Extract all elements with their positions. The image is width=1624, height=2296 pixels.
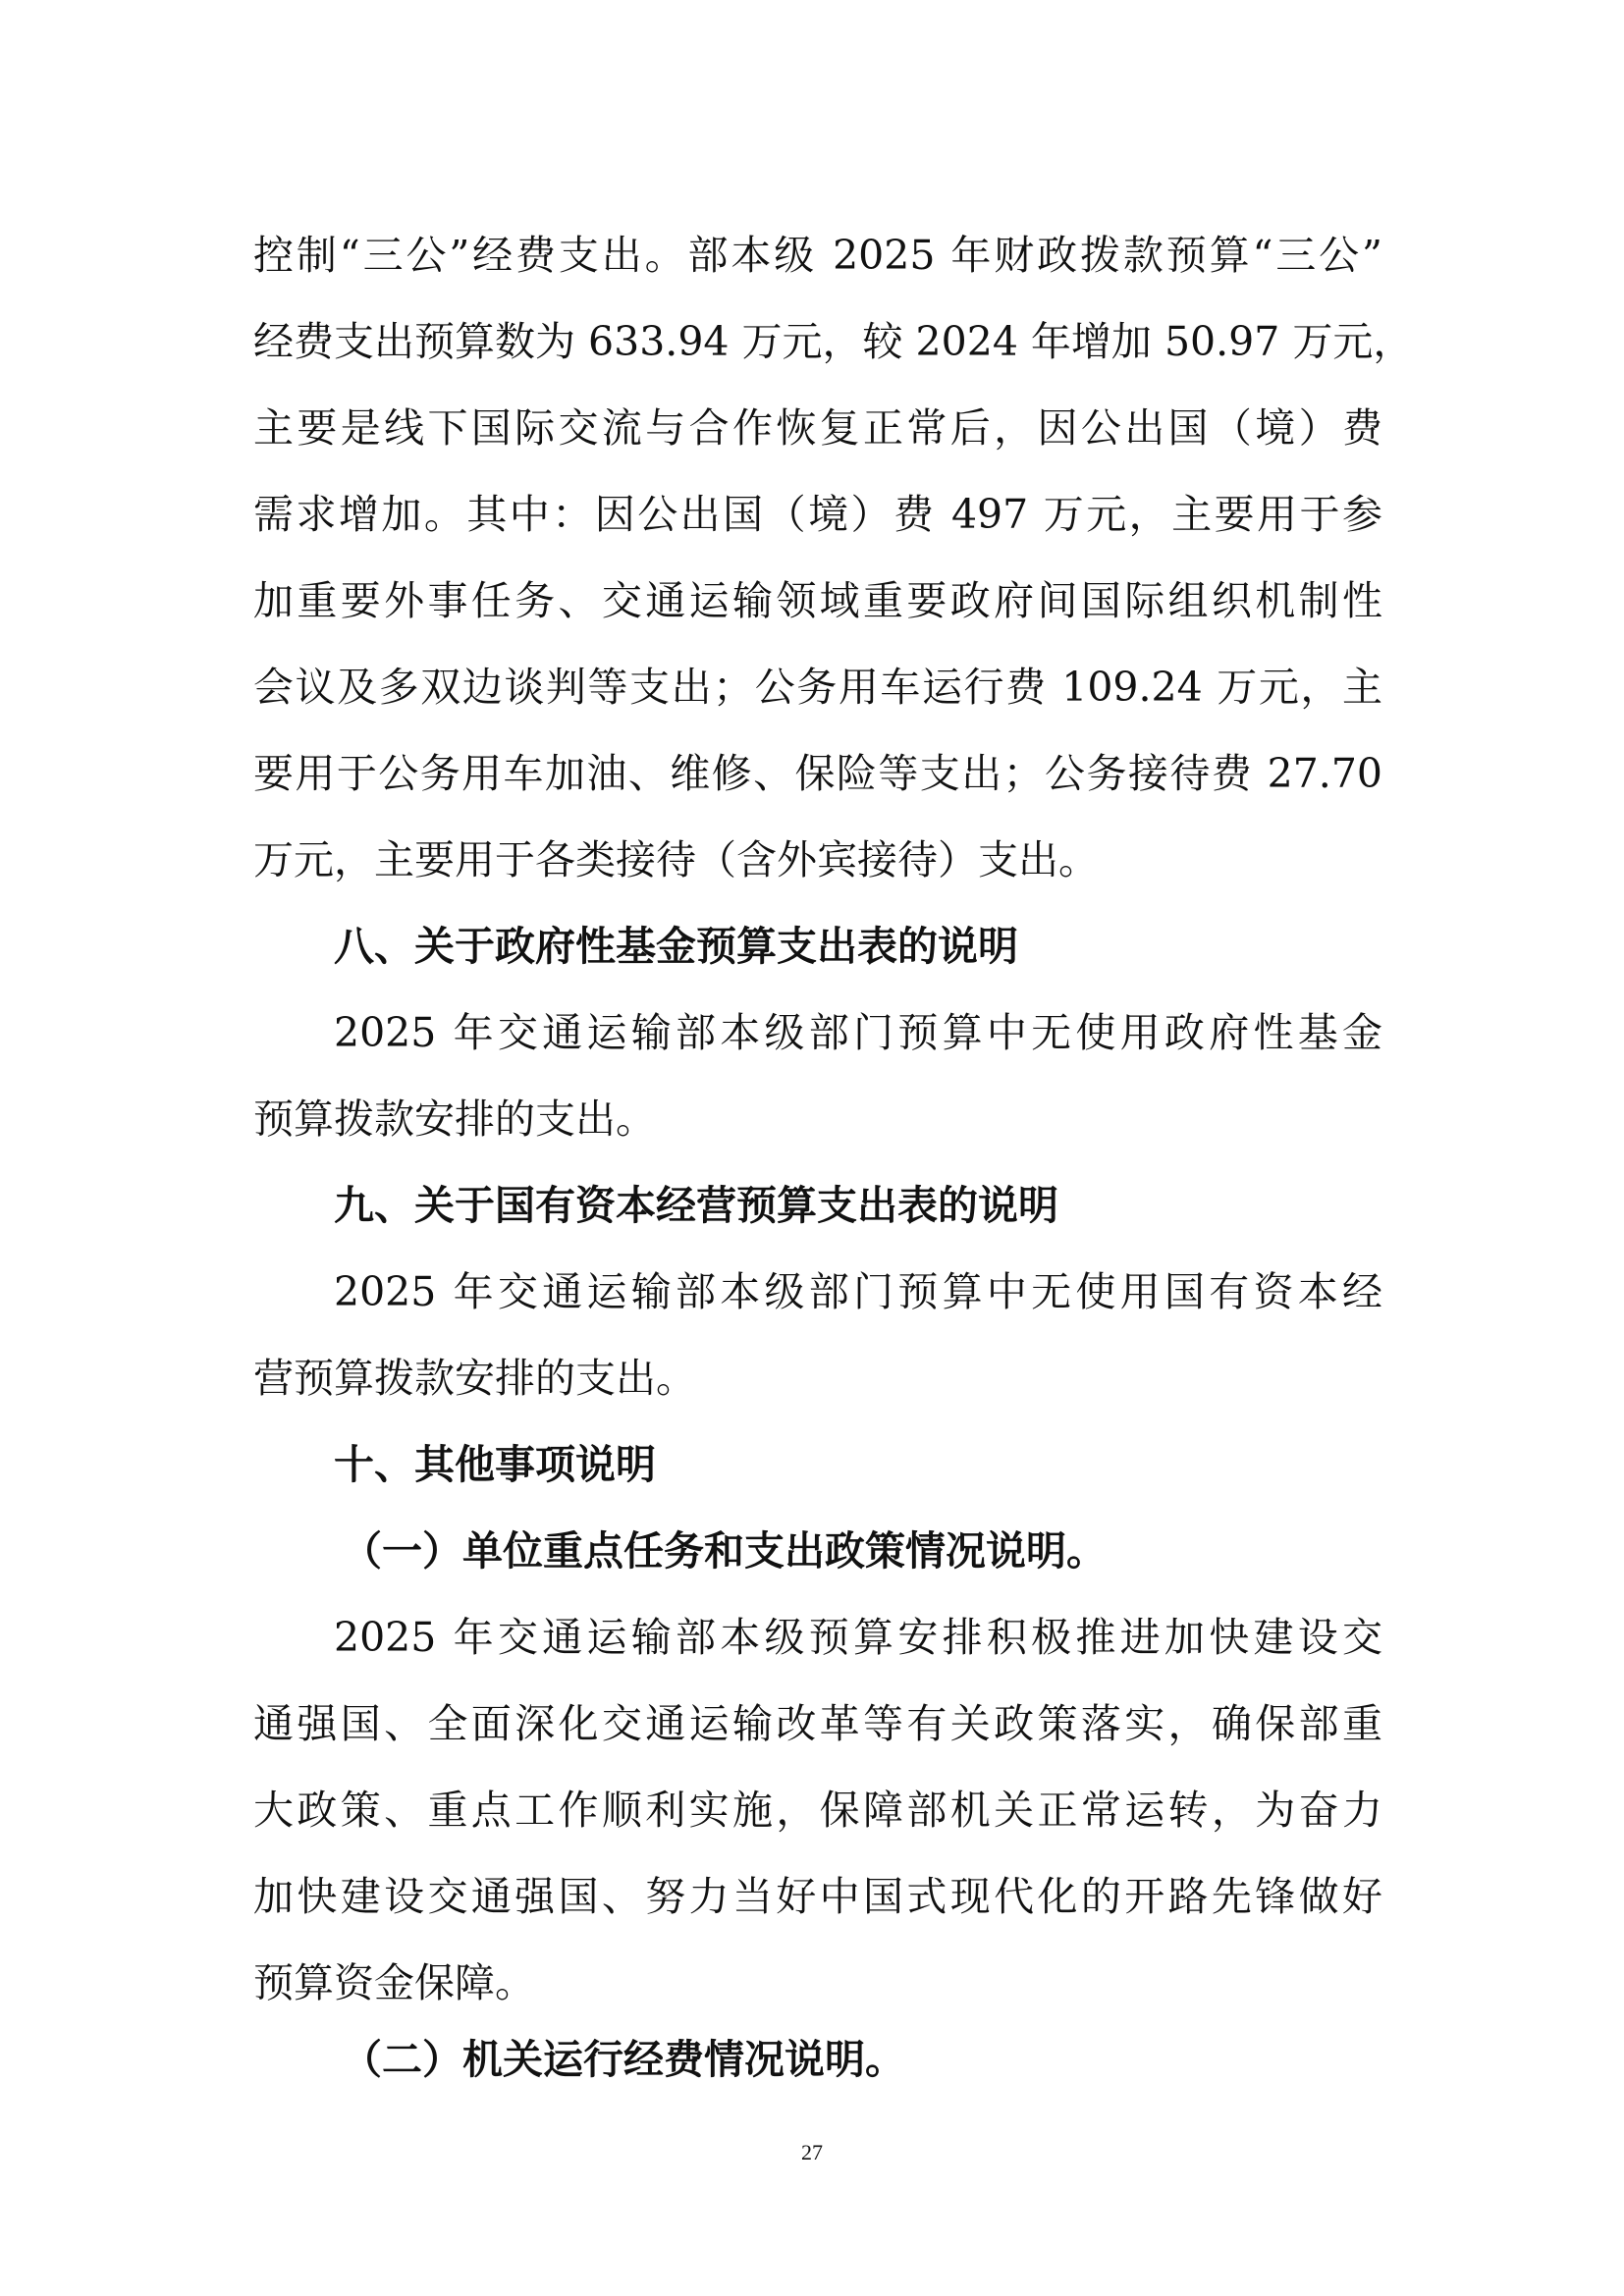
subsection-heading: （二）机关运行经费情况说明。 xyxy=(342,2036,905,2083)
paragraph-line: 2025 年交通运输部本级预算安排积极推进加快建设交 xyxy=(334,1614,1382,1661)
paragraph-line: 加重要外事任务、交通运输领域重要政府间国际组织机制性 xyxy=(253,577,1382,624)
paragraph-line: 加快建设交通强国、努力当好中国式现代化的开路先锋做好 xyxy=(253,1873,1382,1920)
paragraph-line: 预算拨款安排的支出。 xyxy=(253,1095,656,1143)
paragraph-line: 需求增加。其中：因公出国（境）费 497 万元，主要用于参 xyxy=(253,491,1382,538)
section-heading: 八、关于政府性基金预算支出表的说明 xyxy=(334,923,1018,970)
subsection-heading: （一）单位重点任务和支出政策情况说明。 xyxy=(342,1527,1107,1575)
paragraph-line: 会议及多双边谈判等支出；公务用车运行费 109.24 万元，主 xyxy=(253,664,1382,711)
page-number: 27 xyxy=(801,2140,823,2164)
paragraph-line: 2025 年交通运输部本级部门预算中无使用国有资本经 xyxy=(334,1268,1382,1315)
paragraph-line: 控制“三公”经费支出。部本级 2025 年财政拨款预算“三公” xyxy=(253,232,1382,279)
paragraph-line: 大政策、重点工作顺利实施，保障部机关正常运转，为奋力 xyxy=(253,1787,1382,1834)
paragraph-line: 经费支出预算数为 633.94 万元，较 2024 年增加 50.97 万元， xyxy=(253,318,1414,365)
paragraph-line: 主要是线下国际交流与合作恢复正常后，因公出国（境）费 xyxy=(253,404,1382,452)
paragraph-line: 通强国、全面深化交通运输改革等有关政策落实，确保部重 xyxy=(253,1700,1382,1747)
paragraph-line: 2025 年交通运输部本级部门预算中无使用政府性基金 xyxy=(334,1009,1382,1056)
section-heading: 十、其他事项说明 xyxy=(334,1441,656,1488)
paragraph-line: 营预算拨款安排的支出。 xyxy=(253,1355,696,1402)
paragraph-line: 万元，主要用于各类接待（含外宾接待）支出。 xyxy=(253,836,1099,883)
section-heading: 九、关于国有资本经营预算支出表的说明 xyxy=(334,1182,1058,1229)
paragraph-line: 要用于公务用车加油、维修、保险等支出；公务接待费 27.70 xyxy=(253,750,1382,797)
paragraph-line: 预算资金保障。 xyxy=(253,1959,535,2006)
